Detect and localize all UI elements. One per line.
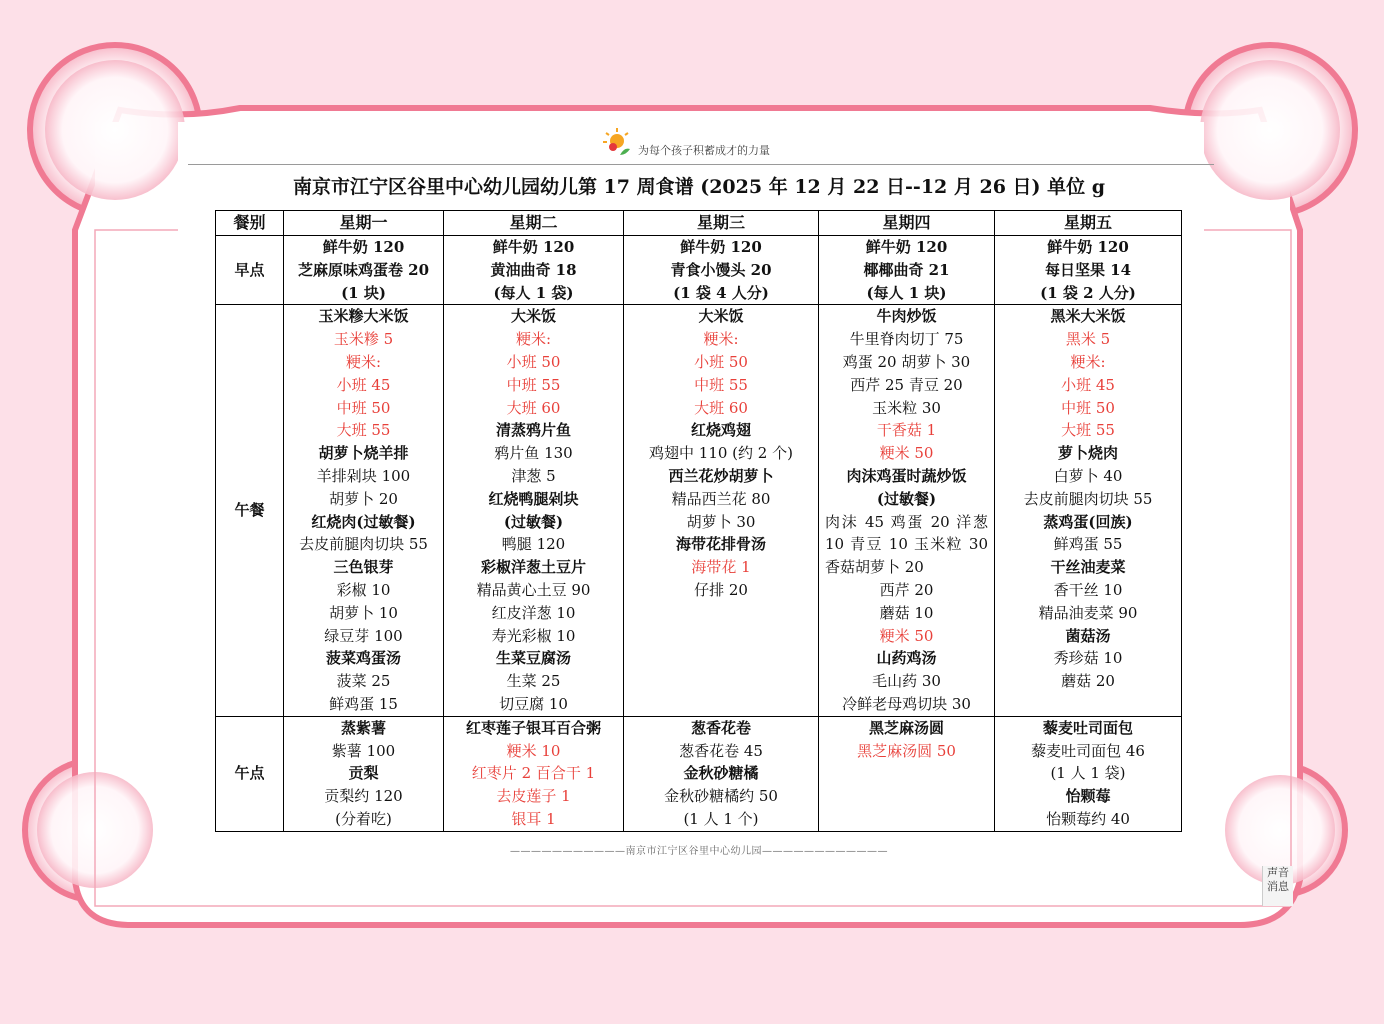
dish-name: (过敏餐) — [503, 512, 564, 531]
dish-name: 山药鸡汤 — [876, 649, 937, 668]
dish-name: 黑米大米饭 — [1050, 307, 1126, 326]
ingredient-line: 鸭腿 120 — [501, 535, 566, 554]
ingredient-line: 仔排 20 — [694, 580, 748, 599]
dish-name: 红枣莲子银耳百合粥 — [465, 718, 601, 737]
ingredient-line: 大班 55 — [1061, 421, 1115, 440]
ingredient-line: 毛山药 30 — [872, 672, 941, 691]
dish-name: 芝麻原味鸡蛋卷 20 — [297, 260, 430, 279]
dish-name: 玉米糁大米饭 — [318, 307, 409, 326]
menu-cell-monday — [284, 716, 444, 831]
menu-cell-tuesday — [444, 236, 624, 305]
dish-name: 黑芝麻汤圆 — [868, 718, 944, 737]
side-tab-line2: 消息 — [1267, 880, 1289, 893]
ingredient-line: 秀珍菇 10 — [1053, 649, 1123, 668]
dish-name: 鲜牛奶 120 — [492, 238, 575, 256]
ingredient-line: 粳米 50 — [879, 626, 934, 645]
ingredient-line: 大班 55 — [336, 421, 391, 440]
ingredient-line: 鲜鸡蛋 15 — [329, 694, 398, 713]
dish-name: 鲜牛奶 120 — [865, 238, 948, 256]
dish-name: 鲜牛奶 120 — [1047, 238, 1129, 256]
ingredient-line: 羊排剁块 100 — [316, 466, 411, 485]
dish-name: 红烧鸭腿剁块 — [488, 489, 579, 508]
dish-name: (1 块) — [341, 283, 386, 302]
col-header-thursday: 星期四 — [819, 211, 995, 236]
dish-name: 海带花排骨汤 — [675, 535, 766, 554]
menu-cell-wednesday — [624, 236, 819, 305]
ingredient-line: 白萝卜 40 — [1053, 466, 1123, 485]
ingredient-line: 中班 55 — [506, 375, 561, 394]
ingredient-line: 肉沫 45 鸡蛋 20 洋葱 10 青豆 10 玉米粒 30 香菇胡萝卜 20 — [825, 512, 988, 577]
dish-name: 红烧肉(过敏餐) — [311, 512, 416, 531]
ingredient-line: 胡萝卜 20 — [329, 489, 398, 508]
col-header-monday: 星期一 — [284, 211, 444, 236]
dish-name: 蒸紫薯 — [340, 718, 386, 737]
dish-name: 生菜豆腐汤 — [495, 649, 571, 668]
ingredient-line: 黑米 5 — [1065, 330, 1111, 349]
ingredient-line: 菠菜 25 — [336, 672, 391, 691]
menu-cell-friday — [995, 305, 1182, 716]
ingredient-line: 银耳 1 — [511, 809, 556, 828]
menu-cell-wednesday — [624, 716, 819, 831]
dish-name: 鲜牛奶 120 — [322, 238, 405, 256]
ingredient-line: 去皮前腿肉切块 55 — [1023, 489, 1153, 508]
dish-name: (1 袋 2 人分) — [1040, 283, 1136, 302]
ingredient-line: 蘑菇 20 — [1061, 672, 1115, 691]
ingredient-line: 粳米: — [515, 330, 552, 349]
ingredient-line: 西芹 20 — [879, 580, 934, 599]
lunch-row — [216, 305, 1182, 716]
meal-type-cell: 早点 — [216, 236, 284, 305]
menu-cell-thursday — [819, 236, 995, 305]
ingredient-line: 去皮前腿肉切块 55 — [299, 535, 428, 554]
logo-slogan: 为每个孩子积蓄成才的力量 — [638, 144, 770, 157]
ingredient-line: 去皮莲子 1 — [496, 787, 571, 806]
ingredient-line: 大班 60 — [694, 398, 748, 417]
dish-name: 菌菇汤 — [1065, 626, 1111, 645]
ingredient-line: 粳米 50 — [879, 444, 934, 463]
ingredient-line: 彩椒 10 — [336, 580, 391, 599]
dish-name: 彩椒洋葱土豆片 — [480, 558, 586, 577]
dish-name: 青食小馒头 20 — [670, 260, 772, 279]
menu-cell-tuesday — [444, 305, 624, 716]
ingredient-line: 粳米: — [345, 352, 382, 371]
dish-name: 贡梨 — [348, 764, 379, 783]
ingredient-line: 鸦片鱼 130 — [494, 444, 573, 463]
dish-name: 鲜牛奶 120 — [680, 238, 762, 256]
ingredient-line: (分着吃) — [335, 809, 392, 828]
ingredient-line: 中班 50 — [1061, 398, 1115, 417]
ingredient-line: 玉米粒 30 — [872, 398, 941, 417]
ingredient-line: 鸡蛋 20 胡萝卜 30 — [842, 352, 971, 371]
dish-name: (每人 1 块) — [866, 283, 947, 302]
page-title: 南京市江宁区谷里中心幼儿园幼儿第 17 周食谱 (2025 年 12 月 22 日--12 月 26 日) 单位 g — [292, 176, 1106, 198]
dish-name: (1 袋 4 人分) — [673, 283, 769, 302]
dish-name: 红烧鸡翅 — [690, 421, 751, 440]
ingredient-line: 藜麦吐司面包 46 — [1031, 741, 1145, 760]
dish-name: 大米饭 — [510, 307, 556, 326]
sun-child-logo-icon — [600, 125, 634, 159]
ingredient-line: 玉米糁 5 — [333, 330, 394, 349]
dish-name: 金秋砂糖橘 — [683, 764, 759, 783]
ingredient-line: 蘑菇 10 — [879, 603, 934, 622]
ingredient-line: 怡颗莓约 40 — [1046, 809, 1130, 828]
dish-name: 椰椰曲奇 21 — [863, 260, 950, 279]
side-panel-tab[interactable] — [1262, 866, 1293, 906]
ingredient-line: 红皮洋葱 10 — [491, 603, 576, 622]
menu-cell-wednesday — [624, 305, 819, 716]
ingredient-line: 大班 60 — [506, 398, 561, 417]
ingredient-line: 津葱 5 — [511, 466, 556, 485]
meal-type-cell: 午餐 — [216, 305, 284, 716]
ingredient-line: 海带花 1 — [691, 558, 751, 577]
menu-cell-thursday — [819, 305, 995, 716]
dish-name: 肉沫鸡蛋时蔬炒饭 — [846, 466, 967, 485]
side-tab-line1: 声音 — [1267, 866, 1289, 879]
dish-name: 三色银芽 — [333, 558, 394, 577]
ingredient-line: 鲜鸡蛋 55 — [1053, 535, 1123, 554]
ingredient-line: 绿豆芽 100 — [324, 626, 403, 645]
ingredient-line: 贡梨约 120 — [324, 787, 403, 806]
col-header-wednesday: 星期三 — [624, 211, 819, 236]
dish-name: 黄油曲奇 18 — [490, 260, 577, 279]
snack-row — [216, 716, 1182, 831]
ingredient-line: 中班 50 — [336, 398, 391, 417]
dish-name: 菠菜鸡蛋汤 — [325, 649, 401, 668]
col-header-meal: 餐别 — [216, 211, 284, 236]
dish-name: 清蒸鸦片鱼 — [495, 421, 571, 440]
menu-cell-friday — [995, 716, 1182, 831]
dish-name: 胡萝卜烧羊排 — [318, 444, 409, 463]
ingredient-line: 生菜 25 — [506, 672, 561, 691]
ingredient-line: 粳米: — [1070, 352, 1106, 371]
ingredient-line: 粳米: — [703, 330, 739, 349]
ingredient-line: 精品黄心土豆 90 — [476, 580, 591, 599]
menu-cell-monday — [284, 236, 444, 305]
ingredient-line: 胡萝卜 10 — [329, 603, 398, 622]
ingredient-line: 粳米 10 — [506, 741, 561, 760]
breakfast-row — [216, 236, 1182, 305]
ingredient-line: 小班 50 — [506, 352, 561, 371]
dish-name: 葱香花卷 — [690, 718, 751, 737]
header-row — [216, 211, 1182, 236]
ingredient-line: 牛里脊肉切丁 75 — [849, 330, 964, 349]
menu-table — [215, 210, 1182, 832]
dish-name: 怡颗莓 — [1065, 787, 1111, 806]
ingredient-line: 小班 50 — [694, 352, 748, 371]
ingredient-line: 切豆腐 10 — [499, 694, 568, 713]
ingredient-line: 胡萝卜 30 — [686, 512, 756, 531]
dish-name: 干丝油麦菜 — [1050, 558, 1126, 577]
header-rule — [188, 164, 1214, 165]
ingredient-line: 红枣片 2 百合干 1 — [471, 764, 596, 783]
ingredient-line: 精品油麦菜 90 — [1038, 603, 1138, 622]
ingredient-line: 西芹 25 青豆 20 — [850, 375, 963, 394]
ingredient-line: 葱香花卷 45 — [679, 741, 763, 760]
ingredient-line: 鸡翅中 110 (约 2 个) — [649, 444, 793, 463]
col-header-friday: 星期五 — [995, 211, 1182, 236]
ingredient-line: 香干丝 10 — [1053, 580, 1123, 599]
ingredient-line: 干香菇 1 — [876, 421, 937, 440]
ingredient-line: 紫薯 100 — [331, 741, 396, 760]
logo-row — [600, 122, 900, 162]
meal-type-cell: 午点 — [216, 716, 284, 831]
dish-name: (每人 1 袋) — [493, 283, 574, 302]
ingredient-line: (1 人 1 袋) — [1050, 764, 1126, 783]
dish-name: 大米饭 — [698, 307, 744, 326]
menu-cell-tuesday — [444, 716, 624, 831]
menu-cell-friday — [995, 236, 1182, 305]
menu-cell-thursday — [819, 716, 995, 831]
ingredient-line: 冷鲜老母鸡切块 30 — [842, 694, 971, 713]
footer-line: ———————————南京市江宁区谷里中心幼儿园———————————— — [510, 846, 888, 857]
menu-cell-monday — [284, 305, 444, 716]
ingredient-line: 中班 55 — [694, 375, 748, 394]
dish-name: 萝卜烧肉 — [1057, 444, 1118, 463]
ingredient-line: 寿光彩椒 10 — [491, 626, 576, 645]
ingredient-line: 小班 45 — [1061, 375, 1115, 394]
dish-name: 每日坚果 14 — [1044, 260, 1132, 279]
ingredient-line: 小班 45 — [336, 375, 391, 394]
ingredient-line: (1 人 1 个) — [683, 809, 759, 828]
dish-name: 蒸鸡蛋(回族) — [1043, 512, 1133, 531]
col-header-tuesday: 星期二 — [444, 211, 624, 236]
dish-name: 西兰花炒胡萝卜 — [668, 466, 774, 485]
ingredient-line: 精品西兰花 80 — [671, 489, 771, 508]
ingredient-line: 金秋砂糖橘约 50 — [664, 787, 778, 806]
dish-name: (过敏餐) — [876, 489, 937, 508]
ingredient-line: 黑芝麻汤圆 50 — [857, 741, 956, 760]
dish-name: 藜麦吐司面包 — [1042, 718, 1133, 737]
dish-name: 牛肉炒饭 — [876, 307, 937, 326]
